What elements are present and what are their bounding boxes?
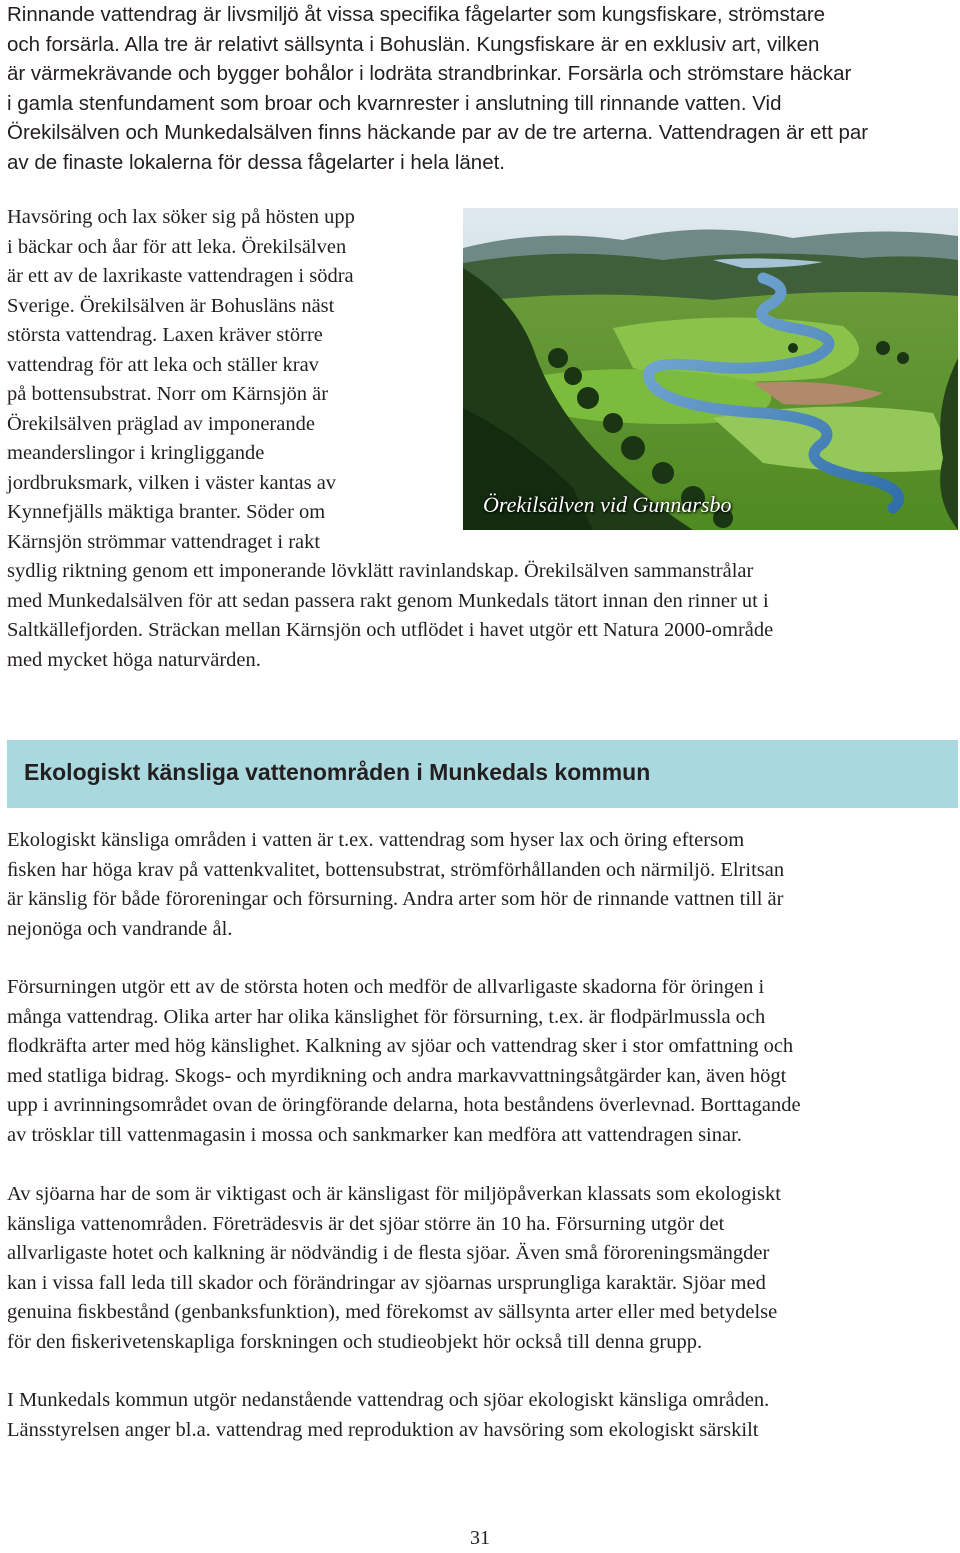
text-line: allvarligaste hotet och kalkning är nödvändig i de ﬂesta sjöar. Även små föroreningsmängder [7, 1242, 770, 1264]
text-line: Ekologiskt känsliga områden i vatten är t.ex. vattendrag som hyser lax och öring eftersom [7, 829, 745, 851]
text-line: Av sjöarna har de som är viktigast och är känsligast för miljöpåverkan klassats som ekologiskt [7, 1183, 781, 1205]
photo-caption: Örekilsälven vid Gunnarsbo [483, 492, 732, 517]
text-line: är ett av de laxrikaste vattendragen i södra [7, 265, 354, 287]
text-line: för den ﬁskerivetenskapliga forskningen och studieobjekt hör också till denna grupp. [7, 1330, 703, 1353]
text-line: sydlig riktning genom ett imponerande lövklätt ravinlandskap. Örekilsälven sammanstrålar [7, 560, 754, 582]
text-line: med mycket höga naturvärden. [7, 648, 261, 671]
text-line: Havsöring och lax söker sig på hösten upp [7, 206, 355, 228]
text-line: och forsärla. Alla tre är relativt sällsynta i Bohuslän. Kungsﬁskare är en exklusiv art, vilken [7, 32, 820, 56]
text-line: största vattendrag. Laxen kräver större [7, 324, 323, 346]
text-line: Sverige. Örekilsälven är Bohusläns näst [7, 294, 335, 317]
text-line: I Munkedals kommun utgör nedanstående vattendrag och sjöar ekologiskt känsliga områden. [7, 1389, 770, 1411]
text-line: Länsstyrelsen anger bl.a. vattendrag med reproduktion av havsöring som ekologiskt särskilt [7, 1418, 759, 1441]
text-line: Kynnefjälls mäktiga branter. Söder om [7, 501, 326, 523]
text-line: av de ﬁnaste lokalerna för dessa fågelarter i hela länet. [7, 150, 505, 174]
text-line: Försurningen utgör ett av de största hoten och medför de allvarligaste skadorna för öringen i [7, 976, 765, 998]
river-valley-photo [463, 208, 958, 530]
text-line: Kärnsjön strömmar vattendraget i rakt [7, 530, 321, 553]
text-line: Örekilsälven präglad av imponerande [7, 412, 315, 435]
text-line: är känslig för både föroreningar och försurning. Andra arter som hör de rinnande vattnen till är [7, 888, 784, 910]
page-number: 31 [470, 1527, 490, 1549]
river-valley-landscape-image [463, 208, 958, 530]
text-line: meanderslingor i kringliggande [7, 442, 265, 464]
text-line: på bottensubstrat. Norr om Kärnsjön är [7, 383, 329, 405]
ecology-paragraph [7, 826, 784, 944]
intro-birds-paragraph [7, 0, 868, 177]
text-line: många vattendrag. Olika arter har olika känslighet för försurning, t.ex. är ﬂodpärlmussla och [7, 1005, 766, 1028]
text-line: i gamla stenfundament som broar och kvarnrester i anslutning till rinnande vatten. Vid [7, 91, 782, 115]
text-line: Saltkällefjorden. Sträckan mellan Kärnsjön och utﬂödet i havet utgör ett Natura 2000-område [7, 619, 774, 641]
text-line: nejonöga och vandrande ål. [7, 917, 233, 940]
text-line: genuina ﬁskbestånd (genbanksfunktion), med förekomst av sällsynta arter eller med betydelse [7, 1301, 778, 1323]
text-line: ﬁsken har höga krav på vattenkvalitet, bottensubstrat, strömförhållanden och närmiljö. Elritsan [7, 858, 785, 881]
text-line: av trösklar till vattenmagasin i mossa och sankmarker kan medföra att vattendragen sinar. [7, 1123, 742, 1146]
text-line: kan i vissa fall leda till skador och förändringar av sjöarnas ursprungliga karaktär. Sjöar med [7, 1271, 766, 1294]
text-line: ﬂodkräfta arter med hög känslighet. Kalkning av sjöar och vattendrag sker i stor omfattning och [7, 1035, 794, 1057]
text-line: Örekilsälven och Munkedalsälven ﬁnns häckande par av de tre arterna. Vattendragen är ett par [7, 121, 869, 144]
text-line: jordbruksmark, vilken i väster kantas av [7, 471, 337, 494]
text-line: med Munkedalsälven för att sedan passera rakt genom Munkedals tätort innan den rinner ut i [7, 589, 769, 612]
section-banner [7, 740, 958, 808]
text-line: känsliga vattenområden. Företrädesvis är det sjöar större än 10 ha. Försurning utgör det [7, 1212, 725, 1235]
lakes-paragraph [7, 1180, 781, 1357]
text-line: upp i avrinningsområdet ovan de öringförande delarna, hota beståndens överlevnad. Borttagande [7, 1094, 801, 1116]
section-heading: Ekologiskt känsliga vattenområden i Munkedals kommun [24, 759, 651, 785]
municipality-paragraph [7, 1386, 769, 1445]
text-line: i bäckar och åar för att leka. Örekilsälven [7, 235, 347, 258]
text-line: med statliga bidrag. Skogs- och myrdikning och andra markavvattningsåtgärder kan, även högt [7, 1064, 787, 1087]
text-line: Rinnande vattendrag är livsmiljö åt vissa speciﬁka fågelarter som kungsﬁskare, strömstare [7, 3, 826, 26]
text-line: vattendrag för att leka och ställer krav [7, 353, 319, 376]
text-line: är värmekrävande och bygger bohålor i lodräta strandbrinkar. Forsärla och strömstare häckar [7, 62, 852, 85]
acidification-paragraph [7, 973, 801, 1150]
